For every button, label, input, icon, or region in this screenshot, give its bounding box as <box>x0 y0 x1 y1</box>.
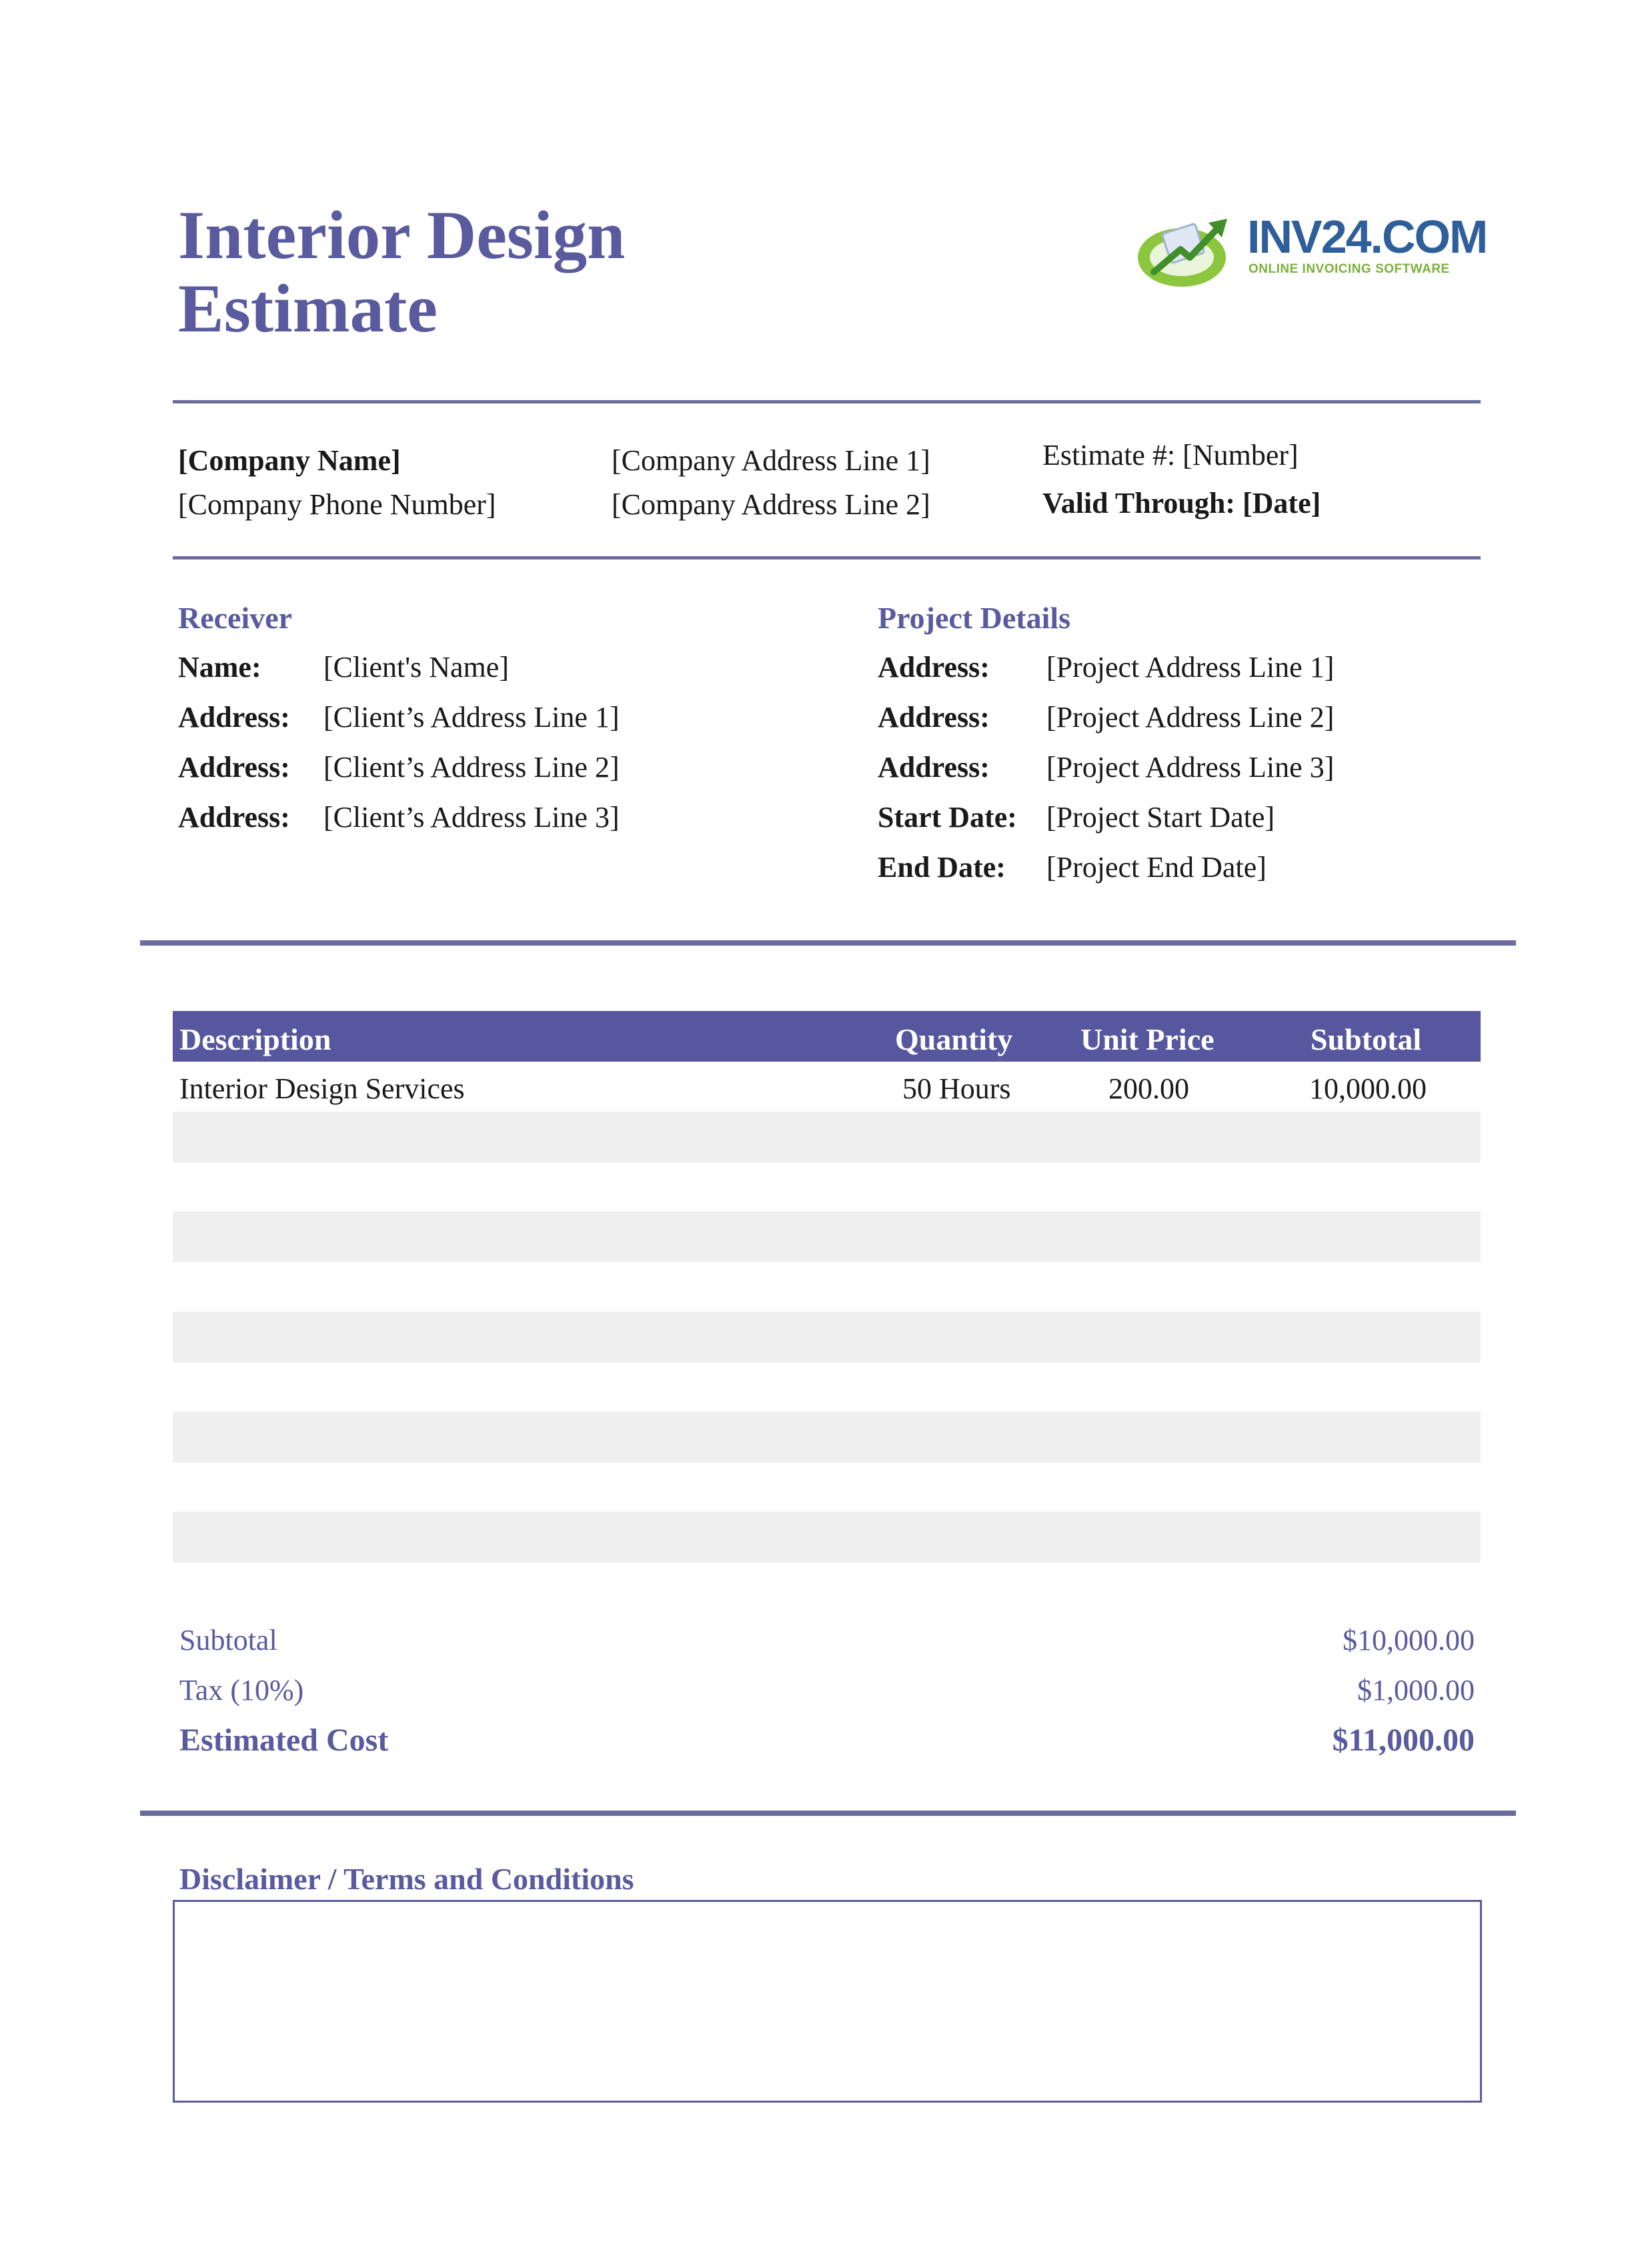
estimate-number: Estimate #: [Number] <box>1042 439 1299 471</box>
divider <box>173 400 1481 403</box>
receiver-heading: Receiver <box>178 601 293 635</box>
project-label: End Date: <box>878 851 1006 884</box>
estimated-cost-label: Estimated Cost <box>179 1723 389 1758</box>
receiver-value: [Client's Name] <box>323 651 509 684</box>
growth-arrow-logo-icon <box>1134 211 1241 297</box>
column-header-subtotal: Subtotal <box>1311 1022 1422 1056</box>
project-value: [Project End Date] <box>1046 851 1267 884</box>
project-details-heading: Project Details <box>878 601 1071 635</box>
table-row <box>173 1412 1481 1462</box>
table-row <box>173 1312 1481 1362</box>
estimated-cost-value: $11,000.00 <box>1332 1723 1475 1758</box>
column-header-description: Description <box>179 1022 331 1056</box>
receiver-value: [Client’s Address Line 2] <box>323 751 620 784</box>
table-header-row <box>173 1011 1481 1062</box>
column-header-quantity: Quantity <box>895 1022 1013 1056</box>
terms-text-area[interactable] <box>173 1900 1482 2103</box>
receiver-label: Address: <box>178 801 290 834</box>
tax-value: $1,000.00 <box>1357 1674 1475 1707</box>
table-cell-subtotal: 10,000.00 <box>1309 1072 1427 1105</box>
receiver-label: Address: <box>178 701 290 734</box>
table-cell-unit-price: 200.00 <box>1108 1072 1189 1105</box>
project-value: [Project Address Line 3] <box>1046 751 1335 784</box>
receiver-value: [Client’s Address Line 3] <box>323 801 620 834</box>
subtotal-label: Subtotal <box>179 1624 277 1656</box>
table-row <box>173 1512 1481 1562</box>
project-value: [Project Address Line 1] <box>1046 651 1335 684</box>
tax-label: Tax (10%) <box>179 1674 304 1707</box>
valid-through: Valid Through: [Date] <box>1042 487 1321 519</box>
section-divider <box>140 1811 1516 1816</box>
table-cell-description: Interior Design Services <box>179 1072 465 1105</box>
project-label: Address: <box>878 751 990 784</box>
table-row <box>173 1112 1481 1162</box>
project-value: [Project Address Line 2] <box>1046 701 1335 734</box>
company-name: [Company Name] <box>178 444 401 477</box>
company-phone: [Company Phone Number] <box>178 488 496 521</box>
table-row <box>173 1212 1481 1262</box>
logo-tagline: ONLINE INVOICING SOFTWARE <box>1249 262 1450 276</box>
project-label: Start Date: <box>878 801 1017 834</box>
subtotal-value: $10,000.00 <box>1343 1624 1475 1656</box>
receiver-label: Address: <box>178 751 290 784</box>
column-header-unit-price: Unit Price <box>1080 1022 1214 1056</box>
divider <box>173 556 1481 559</box>
section-divider <box>140 940 1516 946</box>
table-cell-quantity: 50 Hours <box>902 1072 1011 1105</box>
company-logo <box>1134 211 1487 297</box>
company-address-line-1: [Company Address Line 1] <box>612 444 930 477</box>
document-title-line-2: Estimate <box>178 271 438 347</box>
project-label: Address: <box>878 651 990 684</box>
logo-brand-text: INV24.COM <box>1247 211 1487 263</box>
document-title-line-1: Interior Design <box>178 197 626 273</box>
project-value: [Project Start Date] <box>1046 801 1275 834</box>
company-address-line-2: [Company Address Line 2] <box>612 488 930 521</box>
terms-heading: Disclaimer / Terms and Conditions <box>179 1862 634 1896</box>
receiver-value: [Client’s Address Line 1] <box>323 701 620 734</box>
project-label: Address: <box>878 701 990 734</box>
receiver-label: Name: <box>178 651 261 684</box>
